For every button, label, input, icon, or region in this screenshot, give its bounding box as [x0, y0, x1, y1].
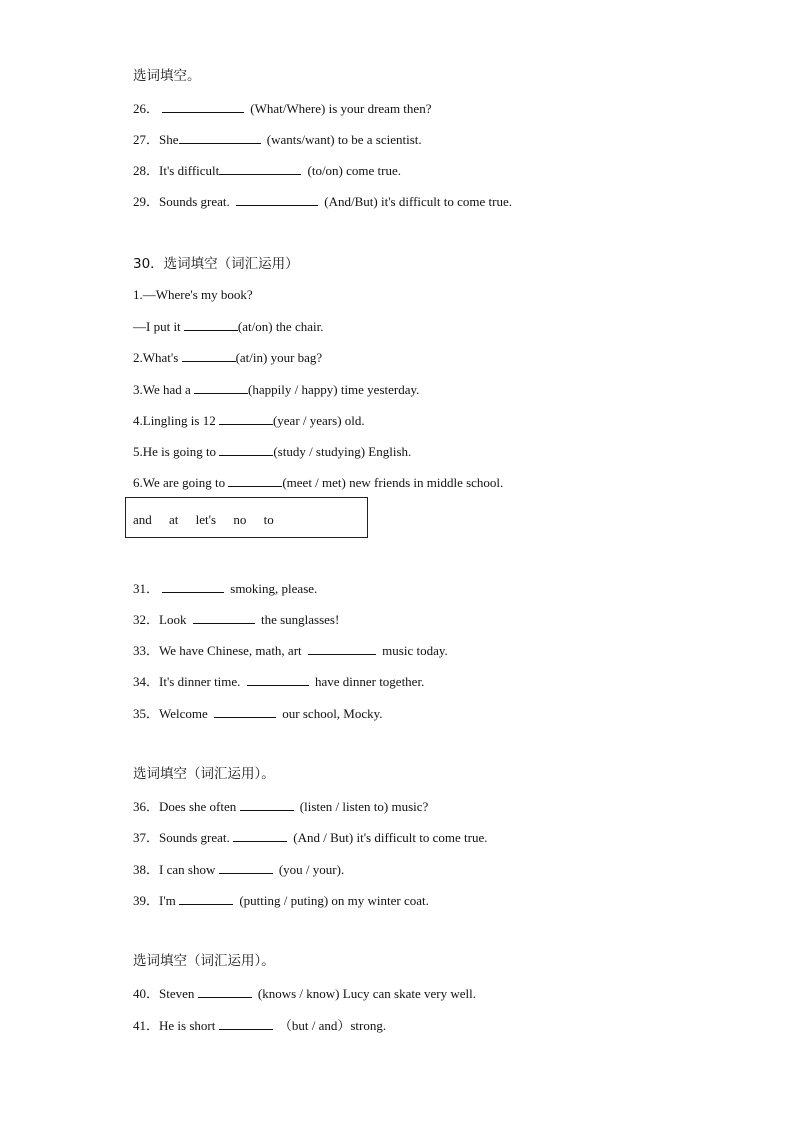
answer-blank[interactable] [194, 381, 248, 394]
question-27: 27．She (wants/want) to be a scientist. [133, 132, 422, 147]
question-number: 27． [133, 132, 160, 147]
question-30-1: 1.—Where's my book? [133, 287, 253, 302]
question-number: 40． [133, 986, 160, 1001]
answer-blank[interactable] [219, 1017, 273, 1030]
answer-blank[interactable] [179, 131, 261, 144]
question-36: 36．Does she often (listen / listen to) music? [133, 799, 429, 814]
answer-blank[interactable] [162, 100, 244, 113]
answer-blank[interactable] [198, 985, 252, 998]
question-34: 34．It's dinner time. have dinner together. [133, 674, 425, 689]
section-heading: 30．选词填空（词汇运用） [133, 256, 299, 272]
question-31: 31． smoking, please. [133, 581, 318, 596]
answer-blank[interactable] [162, 580, 224, 593]
question-number: 34． [133, 674, 160, 689]
question-30-1-answer: —I put it (at/on) the chair. [133, 319, 324, 334]
question-30-3: 3.We had a (happily / happy) time yesterday. [133, 382, 420, 397]
question-number: 29． [133, 194, 160, 209]
answer-blank[interactable] [219, 443, 273, 456]
question-33: 33．We have Chinese, math, art music today. [133, 643, 448, 658]
question-number: 41． [133, 1018, 160, 1033]
question-number: 37． [133, 830, 160, 845]
question-number: 26． [133, 101, 160, 116]
question-39: 39．I'm (putting / puting) on my winter coat. [133, 893, 429, 908]
section-heading: 选词填空（词汇运用）。 [133, 766, 275, 782]
word-bank-item: and [133, 512, 152, 527]
word-bank-item: let's [195, 512, 217, 527]
question-30-2: 2.What's (at/in) your bag? [133, 350, 323, 365]
question-number: 38． [133, 862, 160, 877]
question-38: 38．I can show (you / your). [133, 862, 345, 877]
word-bank-item: at [169, 512, 179, 527]
question-number: 31． [133, 581, 160, 596]
answer-blank[interactable] [219, 861, 273, 874]
question-32: 32．Look the sunglasses! [133, 612, 340, 627]
question-30-5: 5.He is going to (study / studying) English. [133, 444, 412, 459]
answer-blank[interactable] [214, 705, 276, 718]
answer-blank[interactable] [219, 412, 273, 425]
question-37: 37．Sounds great. (And / But) it's difficult to come true. [133, 830, 488, 845]
question-30-4: 4.Lingling is 12 (year / years) old. [133, 413, 365, 428]
question-30-6: 6.We are going to (meet / met) new friends in middle school. [133, 475, 504, 490]
question-40: 40．Steven (knows / know) Lucy can skate very well. [133, 986, 476, 1001]
answer-blank[interactable] [219, 162, 301, 175]
question-number: 35． [133, 706, 160, 721]
answer-blank[interactable] [233, 829, 287, 842]
answer-blank[interactable] [228, 474, 282, 487]
answer-blank[interactable] [247, 673, 309, 686]
question-41: 41．He is short （but / and）strong. [133, 1018, 387, 1033]
answer-blank[interactable] [179, 892, 233, 905]
question-number: 32． [133, 612, 160, 627]
answer-blank[interactable] [193, 611, 255, 624]
word-bank [133, 512, 288, 528]
question-35: 35．Welcome our school, Mocky. [133, 706, 383, 721]
section-heading: 选词填空。 [133, 68, 201, 84]
question-number: 39． [133, 893, 160, 908]
answer-blank[interactable] [184, 318, 238, 331]
word-bank-box [125, 497, 368, 538]
question-number: 33． [133, 643, 160, 658]
question-26: 26． (What/Where) is your dream then? [133, 101, 432, 116]
answer-blank[interactable] [182, 349, 236, 362]
answer-blank[interactable] [308, 642, 376, 655]
question-28: 28．It's difficult (to/on) come true. [133, 163, 401, 178]
question-number: 36． [133, 799, 160, 814]
question-number: 28． [133, 163, 160, 178]
section-heading: 选词填空（词汇运用）。 [133, 953, 275, 969]
word-bank-item: to [263, 512, 274, 527]
answer-blank[interactable] [236, 193, 318, 206]
question-29: 29．Sounds great. (And/But) it's difficult to come true. [133, 194, 512, 209]
answer-blank[interactable] [240, 798, 294, 811]
word-bank-item: no [233, 512, 247, 527]
